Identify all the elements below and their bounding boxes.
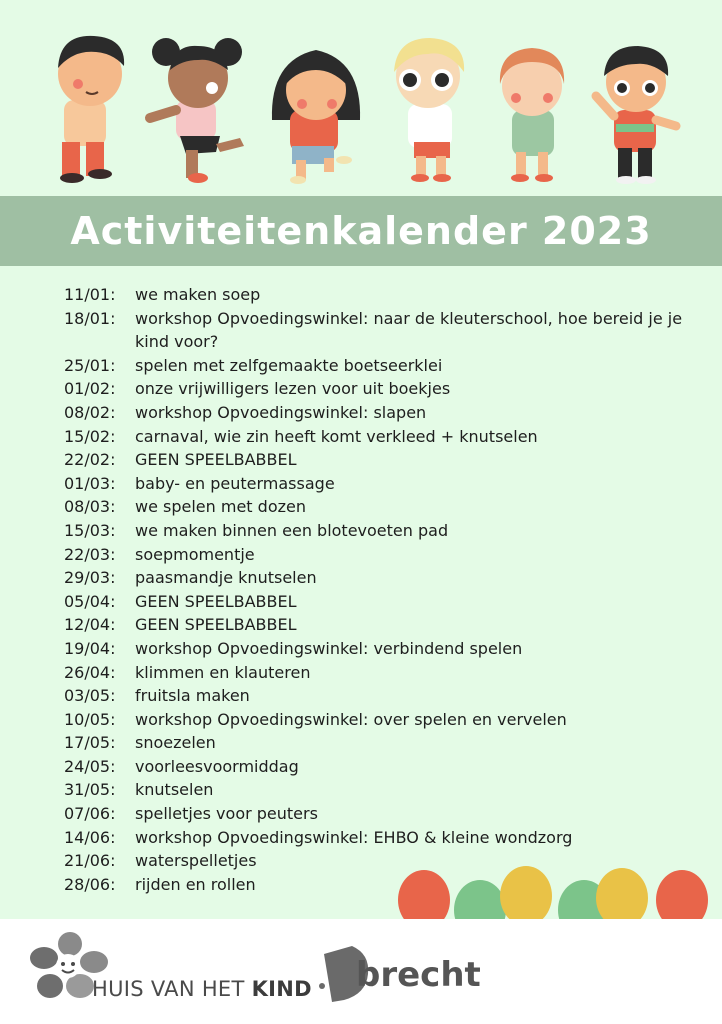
activity-row [64, 661, 704, 685]
activity-text: baby- en peutermassage [135, 473, 335, 493]
activity-row [64, 613, 704, 637]
activity-date: 08/03: [64, 497, 116, 517]
activity-row [64, 519, 704, 543]
activity-date: 05/04: [64, 591, 116, 611]
activity-date: 21/06: [64, 851, 116, 871]
activity-date: 28/06: [64, 874, 116, 894]
activity-text: paasmandje knutselen [135, 568, 317, 588]
kid-6 [596, 46, 676, 184]
activity-text: snoezelen [135, 733, 216, 753]
activity-date: 29/03: [64, 568, 116, 588]
activity-date: 26/04: [64, 662, 116, 682]
activity-text: onze vrijwilligers lezen voor uit boekjes [135, 379, 451, 399]
activity-row [64, 543, 704, 567]
activity-text: workshop Opvoedingswinkel: slapen [135, 402, 427, 422]
activity-text: spelletjes voor peuters [135, 804, 318, 824]
activity-text: carnaval, wie zin heeft komt verkleed + knutselen [135, 426, 538, 446]
activity-text: GEEN SPEELBABBEL [135, 591, 297, 611]
activity-row [64, 566, 704, 590]
activity-row [64, 637, 704, 661]
activity-date: 17/05: [64, 733, 116, 753]
activity-date: 10/05: [64, 709, 116, 729]
activity-date: 14/06: [64, 827, 116, 847]
kid-5 [500, 48, 564, 182]
activity-text: we maken binnen een blotevoeten pad [135, 520, 449, 540]
activity-text: we spelen met dozen [135, 497, 306, 517]
activity-date: 22/03: [64, 544, 116, 564]
activity-row [64, 354, 704, 378]
activity-row [64, 425, 704, 449]
activity-date: 15/03: [64, 520, 116, 540]
activity-date: 25/01: [64, 355, 116, 375]
kid-4 [394, 38, 464, 182]
activity-row [64, 802, 704, 826]
activity-text: soepmomentje [135, 544, 255, 564]
activity-date: 22/02: [64, 450, 116, 470]
kid-1 [58, 36, 124, 183]
activity-row [64, 307, 704, 354]
activity-row [64, 590, 704, 614]
activity-text: fruitsla maken [135, 686, 250, 706]
activity-text: workshop Opvoedingswinkel: naar de kleuterschool, hoe bereid je je kind voor? [135, 308, 683, 352]
activity-date: 07/06: [64, 804, 116, 824]
activity-row [64, 778, 704, 802]
title-banner [0, 196, 722, 266]
activity-date: 08/02: [64, 402, 116, 422]
activity-row [64, 401, 704, 425]
activity-text: GEEN SPEELBABBEL [135, 615, 297, 635]
activity-text: knutselen [135, 780, 214, 800]
activity-row [64, 731, 704, 755]
kid-3 [272, 50, 360, 184]
activity-date: 11/01: [64, 285, 116, 304]
activity-date: 15/02: [64, 426, 116, 446]
activity-date: 24/05: [64, 756, 116, 776]
activity-text: workshop Opvoedingswinkel: over spelen en vervelen [135, 709, 567, 729]
activity-text: GEEN SPEELBABBEL [135, 450, 297, 470]
kid-2 [150, 38, 244, 183]
activity-row [64, 472, 704, 496]
logo-text-part1: HUIS VAN HET [92, 977, 252, 1001]
activity-row [64, 377, 704, 401]
activity-row [64, 684, 704, 708]
activity-date: 18/01: [64, 308, 116, 328]
activity-text: spelen met zelfgemaakte boetseerklei [135, 355, 443, 375]
activity-row [64, 826, 704, 850]
activity-date: 31/05: [64, 780, 116, 800]
activity-list [64, 283, 704, 896]
page-title: Activiteitenkalender 2023 [70, 209, 652, 253]
activity-text: klimmen en klauteren [135, 662, 311, 682]
brecht-logo: brecht [356, 955, 481, 995]
activity-row [64, 755, 704, 779]
kids-illustration [0, 0, 722, 196]
activity-row [64, 283, 704, 307]
activity-text: workshop Opvoedingswinkel: verbindend spelen [135, 638, 523, 658]
activity-date: 01/03: [64, 473, 116, 493]
activity-date: 19/04: [64, 638, 116, 658]
activity-row [64, 708, 704, 732]
activity-text: rijden en rollen [135, 874, 256, 894]
activity-row [64, 495, 704, 519]
activity-text: voorleesvoormiddag [135, 756, 299, 776]
huis-van-het-kind-logo [92, 977, 312, 1001]
activity-text: we maken soep [135, 285, 261, 304]
activity-text: workshop Opvoedingswinkel: EHBO & kleine wondzorg [135, 827, 573, 847]
activity-row [64, 448, 704, 472]
activity-date: 01/02: [64, 379, 116, 399]
activity-date: 03/05: [64, 686, 116, 706]
activity-text: waterspelletjes [135, 851, 257, 871]
logo-text-part2: KIND [251, 977, 312, 1001]
activity-date: 12/04: [64, 615, 116, 635]
